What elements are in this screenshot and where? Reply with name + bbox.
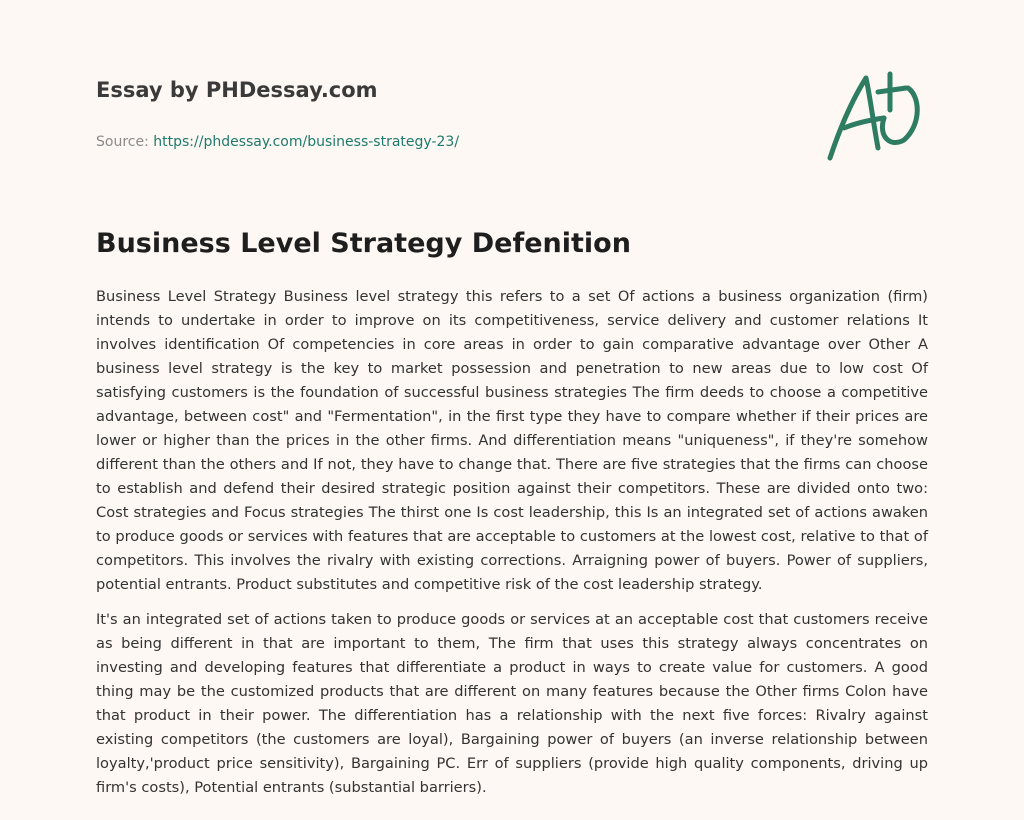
source-line [96,133,796,151]
article-body [96,285,928,811]
article-paragraph: It's an integrated set of actions taken to produce goods or services at an acceptable cost that customers receive as being different in that are important to them, The firm that uses this strategy always concentrates on investing and developing features that differentiate a product in ways to create value for customers. A good thing may be the customized products that are different on many features because the Other firms Colon have that product in their power. The differentiation has a relationship with the next five forces: Rivalry against existing competitors (the customers are loyal), Bargaining power of buyers (an inverse relationship between loyalty,'product price sensitivity), Bargaining PC. Err of suppliers (provide high quality components, driving up firm's costs), Potential entrants (substantial barriers). [96,611,928,796]
source-label: Source: [96,134,149,150]
site-brand: Essay by PHDessay.com [96,78,378,102]
a-plus-grade-icon [818,66,928,166]
page-header [96,76,796,151]
source-link[interactable]: https://phdessay.com/business-strategy-23/ [153,134,460,150]
article-paragraph: Business Level Strategy Business level strategy this refers to a set Of actions a business organization (firm) intends to undertake in order to improve on its competitiveness, service delivery and customer relations It involves identification Of competencies in core areas in order to gain comparative advantage over Other A business level strategy is the key to market possession and penetration to new areas due to low cost Of satisfying customers is the foundation of successful business strategies The firm deeds to choose a competitive advantage, between cost" and "Fermentation", in the first type they have to compare whether if their prices are lower or higher than the prices in the other firms. And differentiation means "uniqueness", if they're somehow different than the others and If not, they have to change that. There are five strategies that the firms can choose to establish and defend their desired strategic position against their competitors. These are divided onto two: Cost strategies and Focus strategies The thirst one Is cost leadership, this Is an integrated set of actions awaken to produce goods or services with features that are acceptable to customers at the lowest cost, relative to that of competitors. This involves the rivalry with existing corrections. Arraigning power of buyers. Power of suppliers, potential entrants. Product substitutes and competitive risk of the cost leadership strategy. [96,288,928,593]
article-title: Business Level Strategy Defenition [96,228,631,259]
